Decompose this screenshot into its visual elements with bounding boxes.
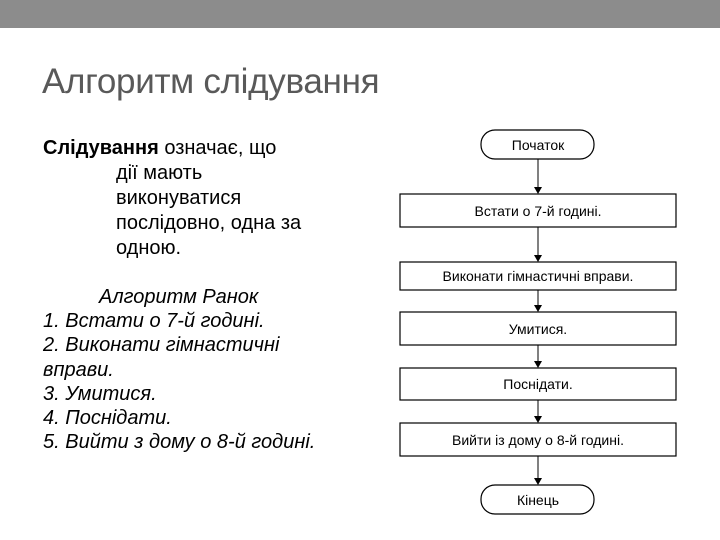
node-label: Встати о 7-й годині. (474, 203, 602, 219)
algorithm-step: 4. Поснідати. (43, 407, 172, 430)
algorithm-step: 5. Вийти з дому о 8-й годині. (43, 431, 316, 454)
flowchart-node-step2 (400, 262, 676, 290)
arrowhead (534, 478, 542, 485)
algorithm-step: 2. Виконати гімнастичні вправи. (43, 334, 280, 381)
node-label: Умитися. (508, 321, 568, 337)
definition-line: виконуватися (116, 187, 242, 209)
definition-line: одною. (116, 237, 182, 259)
arrowhead (534, 361, 542, 368)
definition-first-line-rest: означає, що (158, 137, 277, 159)
definition-term: Слідування (43, 137, 159, 159)
flowchart-node-step1 (400, 194, 676, 227)
arrowhead (534, 255, 542, 262)
arrowhead (534, 416, 542, 423)
algorithm-step: 3. Умитися. (43, 382, 157, 405)
node-label: Початок (511, 137, 565, 153)
algorithm-heading: Алгоритм Ранок (99, 286, 259, 308)
flowchart-node-end (481, 485, 594, 514)
slide-title: Алгоритм слідування (42, 62, 380, 101)
definition-line: дії мають (116, 162, 203, 184)
flowchart-node-step5 (400, 423, 676, 456)
definition-line: послідовно, одна за (116, 212, 302, 234)
flowchart-node-step4 (400, 368, 676, 400)
arrowhead (534, 305, 542, 312)
flowchart-node-step3 (400, 312, 676, 345)
node-label: Кінець (516, 492, 560, 508)
node-label: Виконати гімнастичні вправи. (442, 268, 634, 284)
node-label: Поснідати. (503, 376, 573, 392)
algorithm-step: 1. Встати о 7-й годині. (43, 310, 265, 333)
flowchart-node-start (481, 130, 594, 159)
arrowhead (534, 187, 542, 194)
node-label: Вийти із дому о 8-й годині. (452, 432, 624, 448)
